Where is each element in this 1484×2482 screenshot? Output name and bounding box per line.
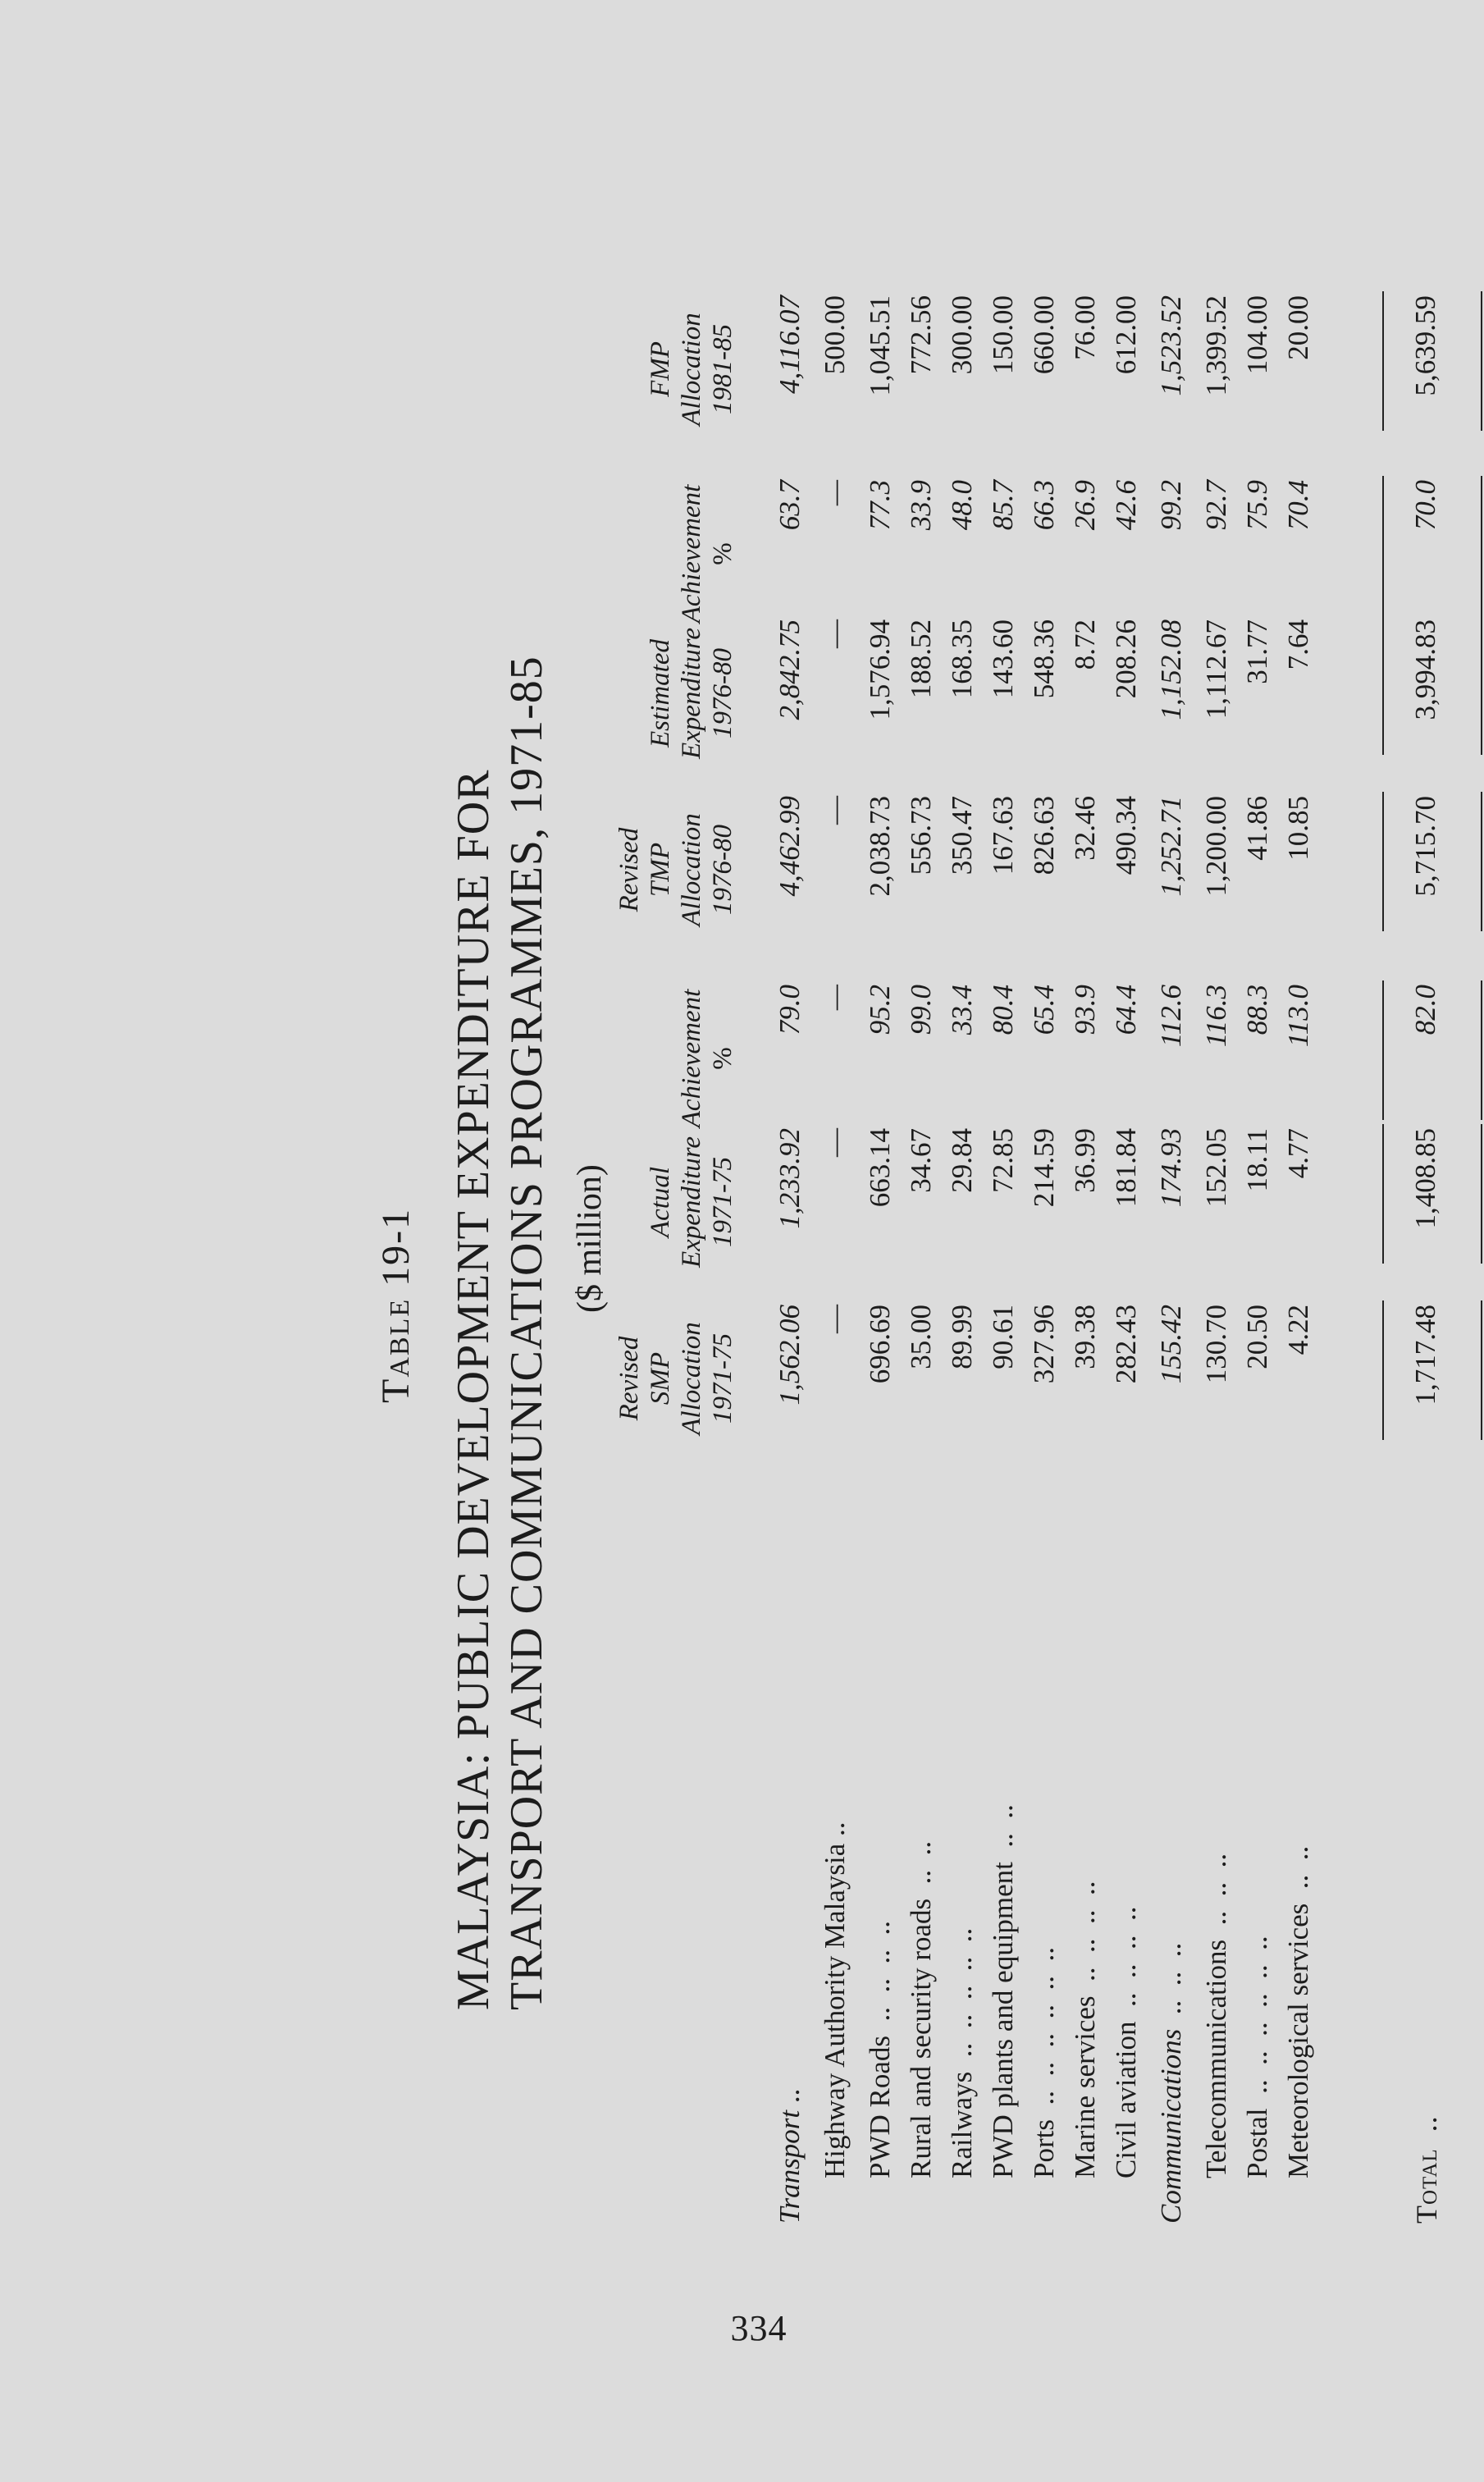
column-header-line: Expenditure (677, 1136, 706, 1268)
total-rule-bottom-a-col-2 (1481, 1124, 1482, 1264)
table-row-3-value-4: 2,038.73 (864, 796, 896, 897)
row-leader-dots: .. .. .. .. (864, 1920, 896, 2036)
table-row-5-label (946, 1928, 979, 2178)
table-row-5-value-4: 350.47 (946, 796, 978, 875)
total-row-value-1: 1,717.48 (1409, 1305, 1441, 1406)
row-label-text: Total (1410, 2148, 1443, 2224)
table-row-9-value-7: 612.00 (1110, 295, 1142, 375)
table-row-10-value-2: 174.93 (1155, 1128, 1187, 1208)
table-row-3-label (864, 1921, 897, 2178)
column-header-line: FMP (646, 341, 675, 397)
table-row-1-value-7: 4,116.07 (774, 295, 806, 394)
table-row-8-value-7: 76.00 (1069, 295, 1101, 360)
table-row-11-value-1: 130.70 (1200, 1305, 1232, 1384)
row-label-text: Postal (1241, 2108, 1273, 2178)
page-number: 334 (730, 2308, 788, 2348)
table-title-line-2: TRANSPORT AND COMMUNICATIONS PROGRAMMES, 1971-85 (501, 656, 552, 2010)
table-row-2-label (819, 1822, 852, 2178)
table-row-4-value-5: 188.52 (905, 619, 937, 699)
row-leader-dots: .. .. .. .. (1069, 1881, 1101, 1996)
table-row-1-value-3: 79.0 (774, 985, 806, 1035)
table-row-13-value-6: 70.4 (1282, 480, 1314, 531)
table-row-7-label (1028, 1947, 1061, 2178)
table-row-2-value-3: — (819, 985, 851, 1011)
row-label-text: Telecommunications (1200, 1939, 1232, 2178)
table-row-2-value-1: — (819, 1305, 851, 1333)
row-label-text: PWD Roads (864, 2035, 896, 2178)
table-row-6-value-2: 72.85 (987, 1128, 1019, 1193)
table-row-8-value-6: 26.9 (1069, 480, 1101, 531)
row-label-text: Meteorological services (1282, 1903, 1314, 2178)
table-row-9-value-5: 208.26 (1110, 619, 1142, 699)
table-row-3-value-3: 95.2 (864, 985, 896, 1035)
table-row-4-value-6: 33.9 (905, 480, 937, 531)
table-row-6-value-6: 85.7 (987, 480, 1019, 531)
total-rule-top-col-1 (1382, 1300, 1384, 1440)
row-label-text: Marine services (1069, 1995, 1101, 2178)
row-label-text: Civil aviation (1110, 2021, 1142, 2178)
rotated-table-page (115, 205, 1484, 2256)
total-rule-top-col-5 (1382, 615, 1384, 755)
table-row-5-value-1: 89.99 (946, 1305, 978, 1369)
total-row-value-4: 5,715.70 (1409, 796, 1441, 897)
table-row-1-value-6: 63.7 (774, 480, 806, 531)
table-row-13-value-1: 4.22 (1282, 1305, 1314, 1355)
table-row-11-value-5: 1,112.67 (1200, 619, 1232, 720)
table-row-13-value-2: 4.77 (1282, 1128, 1314, 1179)
column-header-line: Allocation (677, 1322, 706, 1435)
table-row-1-value-4: 4,462.99 (774, 796, 806, 897)
table-row-5-value-5: 168.35 (946, 619, 978, 699)
table-unit: ($ million) (571, 1164, 609, 1313)
table-row-9-value-1: 282.43 (1110, 1305, 1142, 1384)
table-row-13-label (1282, 1846, 1315, 2178)
table-row-1-value-5: 2,842.75 (774, 619, 806, 720)
table-row-12-value-1: 20.50 (1241, 1305, 1273, 1369)
total-rule-bottom-a-col-5 (1481, 615, 1482, 755)
table-row-13-value-3: 113.0 (1282, 985, 1314, 1048)
total-rule-top-col-7 (1382, 291, 1384, 431)
total-rule-bottom-a-col-6 (1481, 476, 1482, 615)
column-header-line: 1976-80 (708, 825, 737, 915)
row-leader-dots: .. (1410, 2115, 1443, 2149)
table-row-9-value-2: 181.84 (1110, 1128, 1142, 1208)
row-leader-dots: .. .. .. (1200, 1853, 1232, 1940)
table-row-5-value-6: 48.0 (946, 480, 978, 531)
table-row-6-label (987, 1804, 1020, 2178)
column-header-line: Allocation (677, 813, 706, 926)
row-leader-dots: .. .. .. .. (1110, 1906, 1142, 2022)
column-header-line: Expenditure (677, 627, 706, 760)
table-row-4-value-3: 99.0 (905, 985, 937, 1035)
table-row-1-value-1: 1,562.06 (774, 1305, 806, 1406)
table-row-11-value-4: 1,200.00 (1200, 796, 1232, 897)
table-row-1-label (774, 2089, 806, 2224)
total-rule-bottom-a-col-1 (1481, 1300, 1482, 1440)
row-leader-dots: .. .. (905, 1840, 937, 1899)
column-header-line: SMP (646, 1351, 675, 1406)
table-row-11-value-7: 1,399.52 (1200, 295, 1232, 396)
row-leader-dots: .. .. .. .. .. .. (1241, 1936, 1273, 2109)
table-row-12-value-2: 18.11 (1241, 1128, 1273, 1192)
table-row-12-value-6: 75.9 (1241, 480, 1273, 531)
total-rule-top-col-4 (1382, 792, 1384, 931)
table-row-10-value-3: 112.6 (1155, 985, 1187, 1048)
total-rule-top-col-2 (1382, 1124, 1384, 1264)
table-row-7-value-5: 548.36 (1028, 619, 1060, 699)
table-row-11-value-3: 116.3 (1200, 985, 1232, 1048)
table-row-2-value-5: — (819, 619, 851, 648)
table-row-4-value-7: 772.56 (905, 295, 937, 375)
row-leader-dots: .. .. .. .. .. (946, 1927, 978, 2072)
column-header-line: % (708, 542, 737, 565)
table-row-4-label (905, 1841, 938, 2178)
row-leader-dots: .. (774, 2088, 806, 2110)
row-label-text: Communications (1155, 2028, 1187, 2224)
table-row-8-value-4: 32.46 (1069, 796, 1101, 861)
table-row-11-value-2: 152.05 (1200, 1128, 1232, 1208)
total-rule-bottom-a-col-3 (1481, 980, 1482, 1120)
column-header-line: 1971-75 (708, 1333, 737, 1424)
table-row-4-value-1: 35.00 (905, 1305, 937, 1369)
row-leader-dots: .. .. (987, 1804, 1019, 1863)
table-row-12-value-3: 88.3 (1241, 985, 1273, 1035)
table-title-line-1: MALAYSIA: PUBLIC DEVELOPMENT EXPENDITURE FOR (448, 769, 499, 2010)
column-header-line: 1981-85 (708, 324, 737, 414)
total-rule-top-col-6 (1382, 476, 1384, 615)
table-row-6-value-3: 80.4 (987, 985, 1019, 1035)
table-row-8-value-1: 39.38 (1069, 1305, 1101, 1369)
table-row-13-value-7: 20.00 (1282, 295, 1314, 360)
table-row-3-value-7: 1,045.51 (864, 295, 896, 396)
column-header-line: Estimated (646, 639, 675, 747)
column-header-7 (645, 279, 738, 459)
table-row-1-value-2: 1,233.92 (774, 1128, 806, 1229)
table-row-2-value-4: — (819, 796, 851, 825)
row-label-text: Transport (774, 2109, 806, 2224)
table-row-13-value-5: 7.64 (1282, 619, 1314, 670)
column-header-line: Actual (646, 1166, 675, 1238)
table-row-9-label (1110, 1906, 1143, 2178)
row-label-text: Railways (946, 2071, 978, 2178)
table-row-12-value-4: 41.86 (1241, 796, 1273, 861)
table-row-7-value-2: 214.59 (1028, 1128, 1060, 1208)
table-row-7-value-1: 327.96 (1028, 1305, 1060, 1384)
column-header-line: Revised (614, 1336, 644, 1421)
total-row-value-7: 5,639.59 (1409, 295, 1441, 396)
table-row-7-value-7: 660.00 (1028, 295, 1060, 375)
table-row-8-value-2: 36.99 (1069, 1128, 1101, 1193)
column-header-line: Achievement (677, 989, 706, 1128)
table-row-4-value-2: 34.67 (905, 1128, 937, 1193)
table-row-11-value-6: 92.7 (1200, 480, 1232, 531)
total-rule-bottom-a-col-7 (1481, 291, 1482, 431)
table-row-12-value-7: 104.00 (1241, 295, 1273, 375)
total-rule-bottom-a-col-4 (1481, 792, 1482, 931)
table-row-9-value-3: 64.4 (1110, 985, 1142, 1035)
column-header-6 (676, 464, 738, 644)
table-row-7-value-6: 66.3 (1028, 480, 1060, 531)
table-row-3-value-6: 77.3 (864, 480, 896, 531)
table-row-11-label (1200, 1854, 1233, 2178)
total-row-value-3: 82.0 (1409, 985, 1441, 1035)
column-header-4 (614, 779, 738, 960)
table-row-12-value-5: 31.77 (1241, 619, 1273, 684)
table-row-6-value-1: 90.61 (987, 1305, 1019, 1369)
table-row-4-value-4: 556.73 (905, 796, 937, 875)
row-leader-dots: .. .. .. .. .. .. (1028, 1947, 1060, 2120)
total-rule-top-col-3 (1382, 980, 1384, 1120)
table-caption: Table 19-1 (374, 1207, 418, 1403)
table-row-7-value-3: 65.4 (1028, 985, 1060, 1035)
table-row-2-value-6: — (819, 480, 851, 506)
row-label-text: Highway Authority Malaysia (819, 1843, 851, 2178)
total-row-value-6: 70.0 (1409, 480, 1441, 531)
table-row-9-value-4: 490.34 (1110, 796, 1142, 875)
table-row-7-value-4: 826.63 (1028, 796, 1060, 875)
row-leader-dots: .. .. .. (1155, 1942, 1187, 2029)
column-header-line: Achievement (677, 484, 706, 624)
table-row-3-value-1: 696.69 (864, 1305, 896, 1384)
table-row-10-value-4: 1,252.71 (1155, 796, 1187, 897)
row-label-text: Rural and security roads (905, 1898, 937, 2178)
row-leader-dots: .. .. (1282, 1845, 1314, 1904)
table-row-2-value-7: 500.00 (819, 295, 851, 375)
table-row-5-value-2: 29.84 (946, 1128, 978, 1193)
column-header-line: Allocation (677, 313, 706, 426)
table-row-10-value-1: 155.42 (1155, 1305, 1187, 1384)
table-row-8-label (1069, 1881, 1102, 2178)
table-row-5-value-3: 33.4 (946, 985, 978, 1035)
table-row-3-value-5: 1,576.94 (864, 619, 896, 720)
table-row-6-value-5: 143.60 (987, 619, 1019, 699)
row-label-text: Ports (1028, 2119, 1060, 2178)
table-row-10-value-6: 99.2 (1155, 480, 1187, 531)
table-row-8-value-5: 8.72 (1069, 619, 1101, 670)
table-row-3-value-2: 663.14 (864, 1128, 896, 1208)
total-row-value-5: 3,994.83 (1409, 619, 1441, 720)
table-row-13-value-4: 10.85 (1282, 796, 1314, 861)
table-row-5-value-7: 300.00 (946, 295, 978, 375)
table-row-10-value-7: 1,523.52 (1155, 295, 1187, 396)
column-header-line: 1976-80 (708, 648, 737, 738)
table-row-10-label (1155, 1943, 1188, 2224)
table-row-2-value-2: — (819, 1128, 851, 1157)
row-label-text: PWD plants and equipment (987, 1862, 1019, 2178)
table-row-8-value-3: 93.9 (1069, 985, 1101, 1035)
table-row-12-label (1241, 1936, 1274, 2178)
table-row-10-value-5: 1,152.08 (1155, 619, 1187, 720)
column-header-line: Revised (614, 827, 644, 912)
table-row-6-value-4: 167.63 (987, 796, 1019, 875)
column-header-line: 1971-75 (708, 1157, 737, 1247)
table-row-9-value-6: 42.6 (1110, 480, 1142, 531)
table-row-6-value-7: 150.00 (987, 295, 1019, 375)
total-row-label (1409, 2115, 1444, 2224)
column-header-3 (676, 968, 738, 1149)
column-header-1 (614, 1288, 738, 1469)
column-header-line: TMP (646, 843, 675, 897)
column-header-line: % (708, 1047, 737, 1070)
row-leader-dots: .. (819, 1822, 851, 1844)
total-row-value-2: 1,408.85 (1409, 1128, 1441, 1229)
